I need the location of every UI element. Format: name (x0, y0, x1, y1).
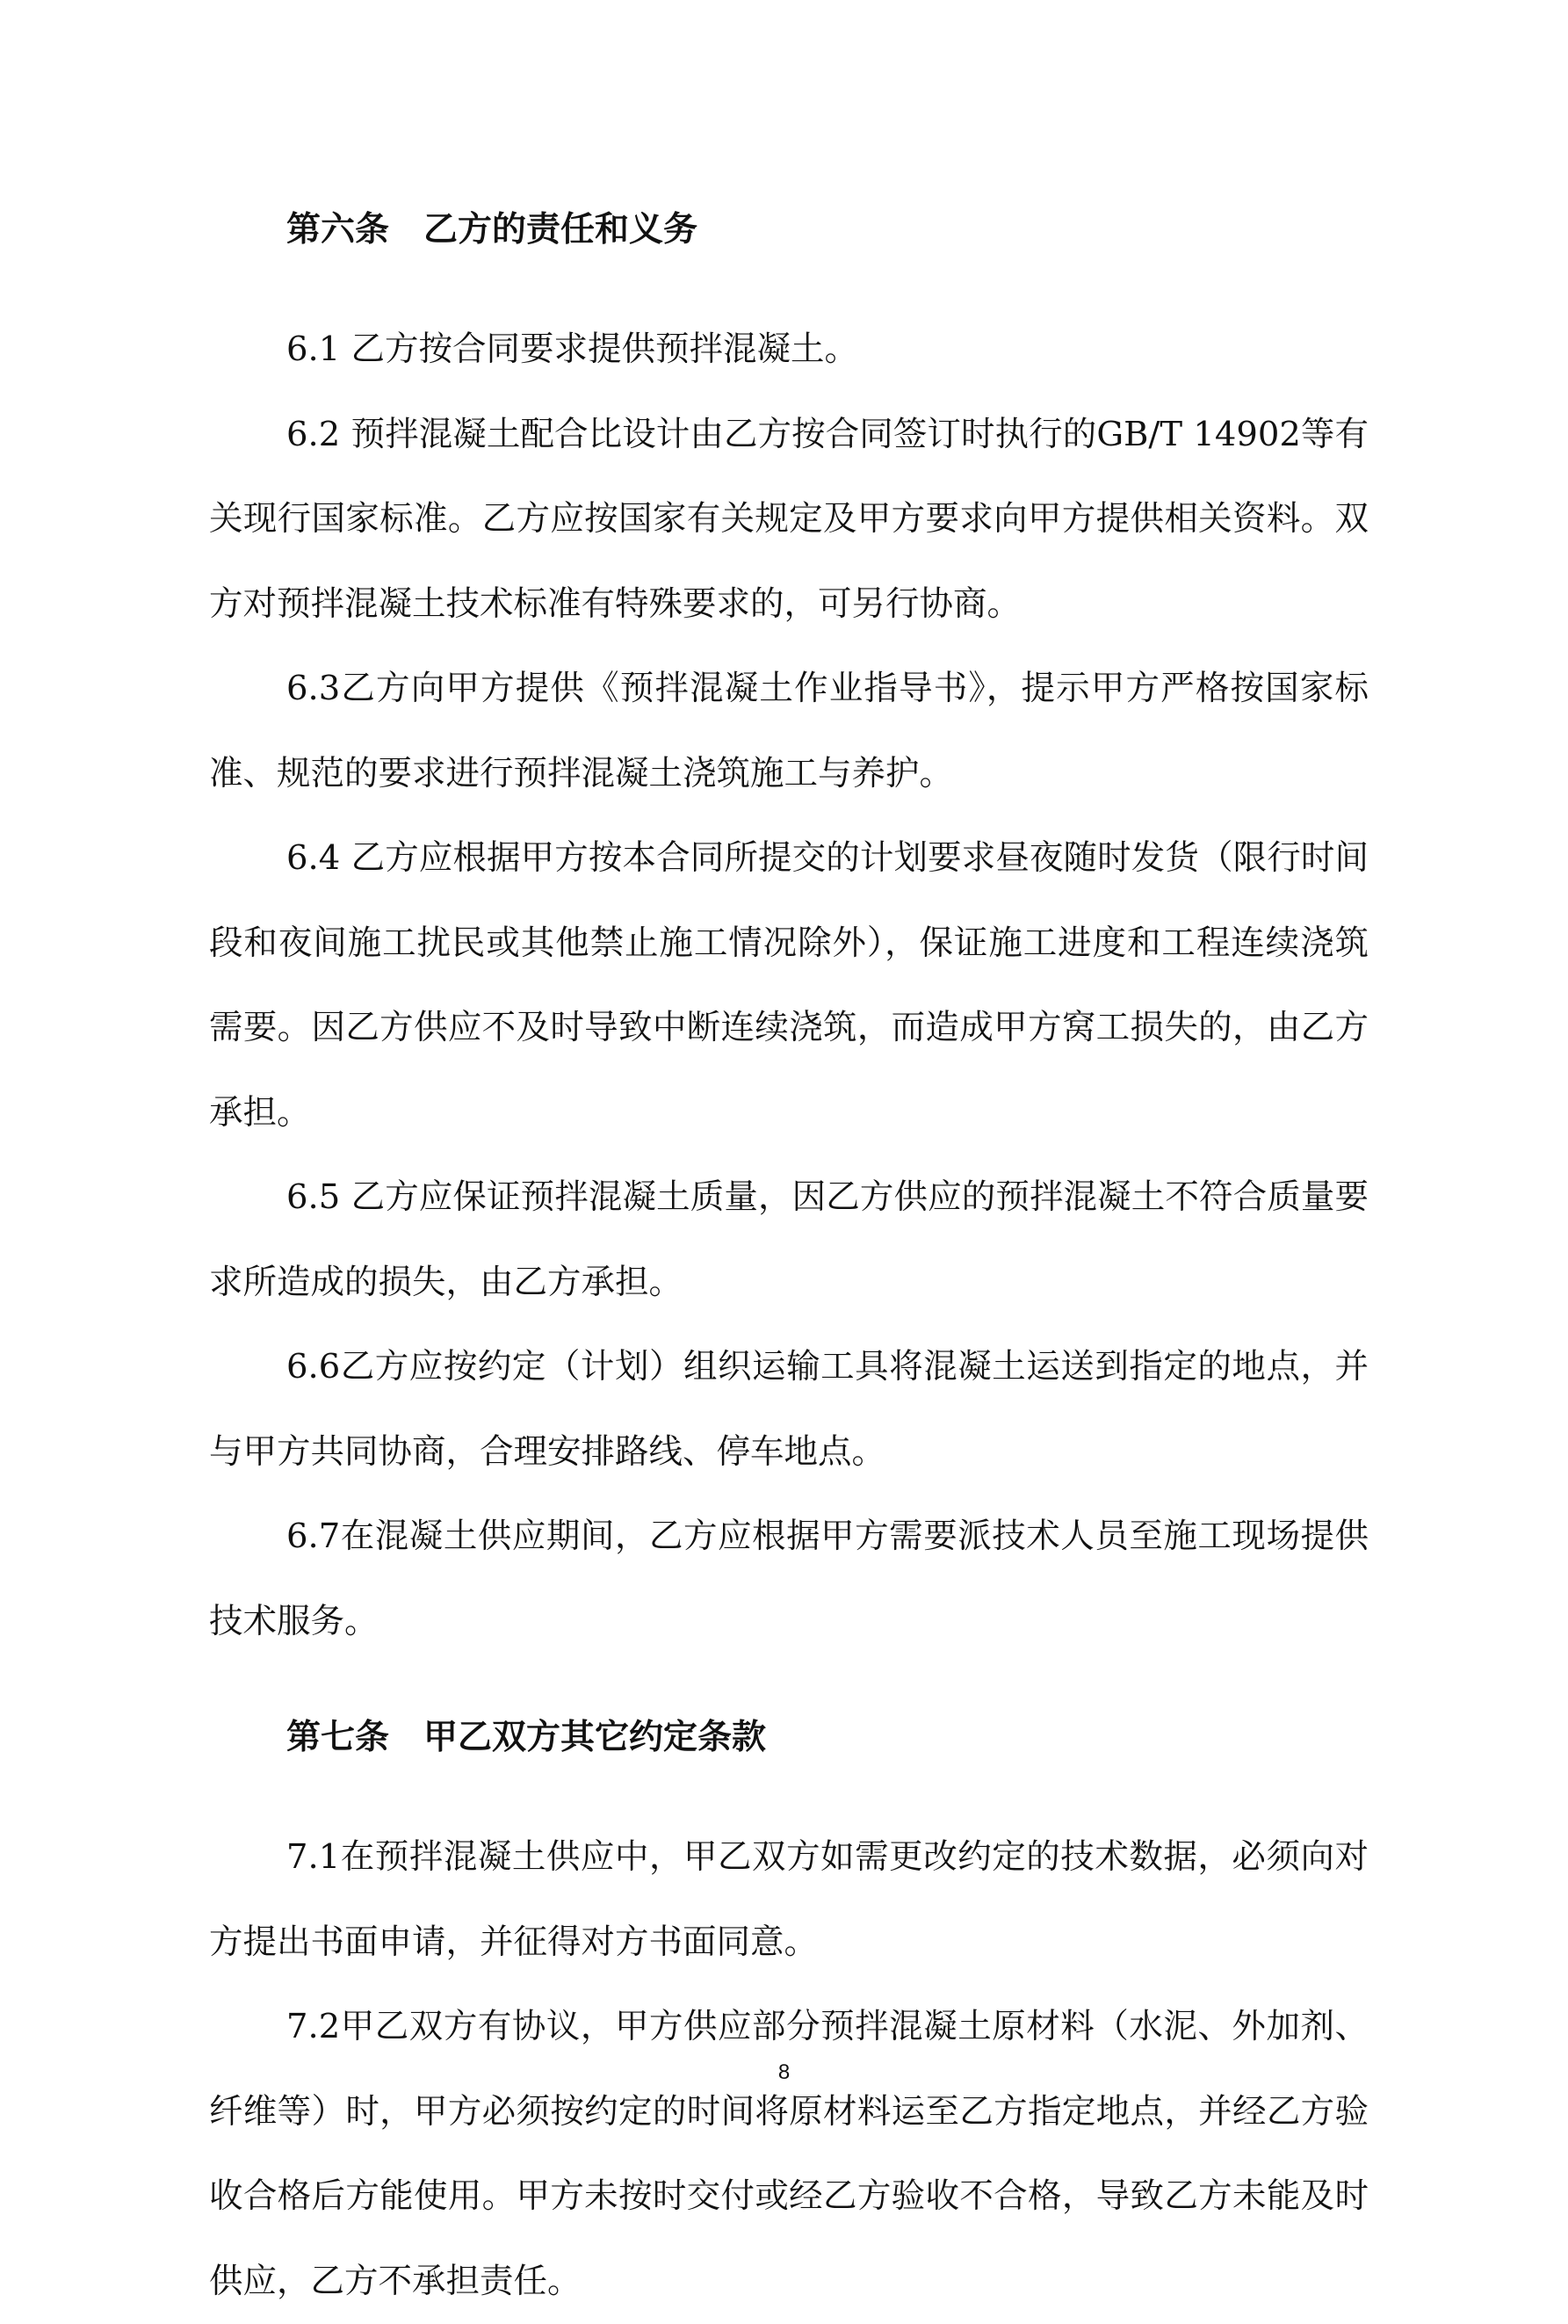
article-6-heading: 第六条 乙方的责任和义务 (286, 210, 698, 250)
clause-6-7: 6.7在混凝土供应期间，乙方应根据甲方需要派技术人员至施工现场提供技术服务。 (209, 1517, 1369, 1641)
article-7-heading: 第七条 甲乙双方其它约定条款 (286, 1718, 767, 1757)
clause-7-2: 7.2甲乙双方有协议，甲方供应部分预拌混凝土原材料（水泥、外加剂、纤维等）时，甲方必须按约定的时间将原材料运至乙方指定地点，并经乙方验收合格后方能使用。甲方未按时交付或经乙方验收不合格，导致乙方未能及时供应，乙方不承担责任。 (209, 2007, 1369, 2301)
page-body (209, 204, 1369, 2324)
clause-6-3: 6.3乙方向甲方提供《预拌混凝土作业指导书》，提示甲方严格按国家标准、规范的要求进行预拌混凝土浇筑施工与养护。 (209, 669, 1369, 793)
clause-6-4: 6.4 乙方应根据甲方按本合同所提交的计划要求昼夜随时发货（限行时间段和夜间施工扰民或其他禁止施工情况除外），保证施工进度和工程连续浇筑需要。因乙方供应不及时导致中断连续浇筑，而造成甲方窝工损失的，由乙方承担。 (209, 838, 1369, 1133)
clause-6-6: 6.6乙方应按约定（计划）组织运输工具将混凝土运送到指定的地点，并与甲方共同协商，合理安排路线、停车地点。 (209, 1347, 1369, 1472)
clause-6-2: 6.2 预拌混凝土配合比设计由乙方按合同签订时执行的GB/T 14902等有关现行国家标准。乙方应按国家有关规定及甲方要求向甲方提供相关资料。双方对预拌混凝土技术标准有特殊要求的，可另行协商。 (209, 414, 1369, 624)
clause-6-1: 6.1 乙方按合同要求提供预拌混凝土。 (286, 329, 858, 369)
page-number: 8 (777, 2060, 791, 2084)
clause-7-1: 7.1在预拌混凝土供应中，甲乙双方如需更改约定的技术数据，必须向对方提出书面申请，并征得对方书面同意。 (209, 1837, 1369, 1962)
clause-6-5: 6.5 乙方应保证预拌混凝土质量，因乙方供应的预拌混凝土不符合质量要求所造成的损失，由乙方承担。 (209, 1177, 1369, 1302)
